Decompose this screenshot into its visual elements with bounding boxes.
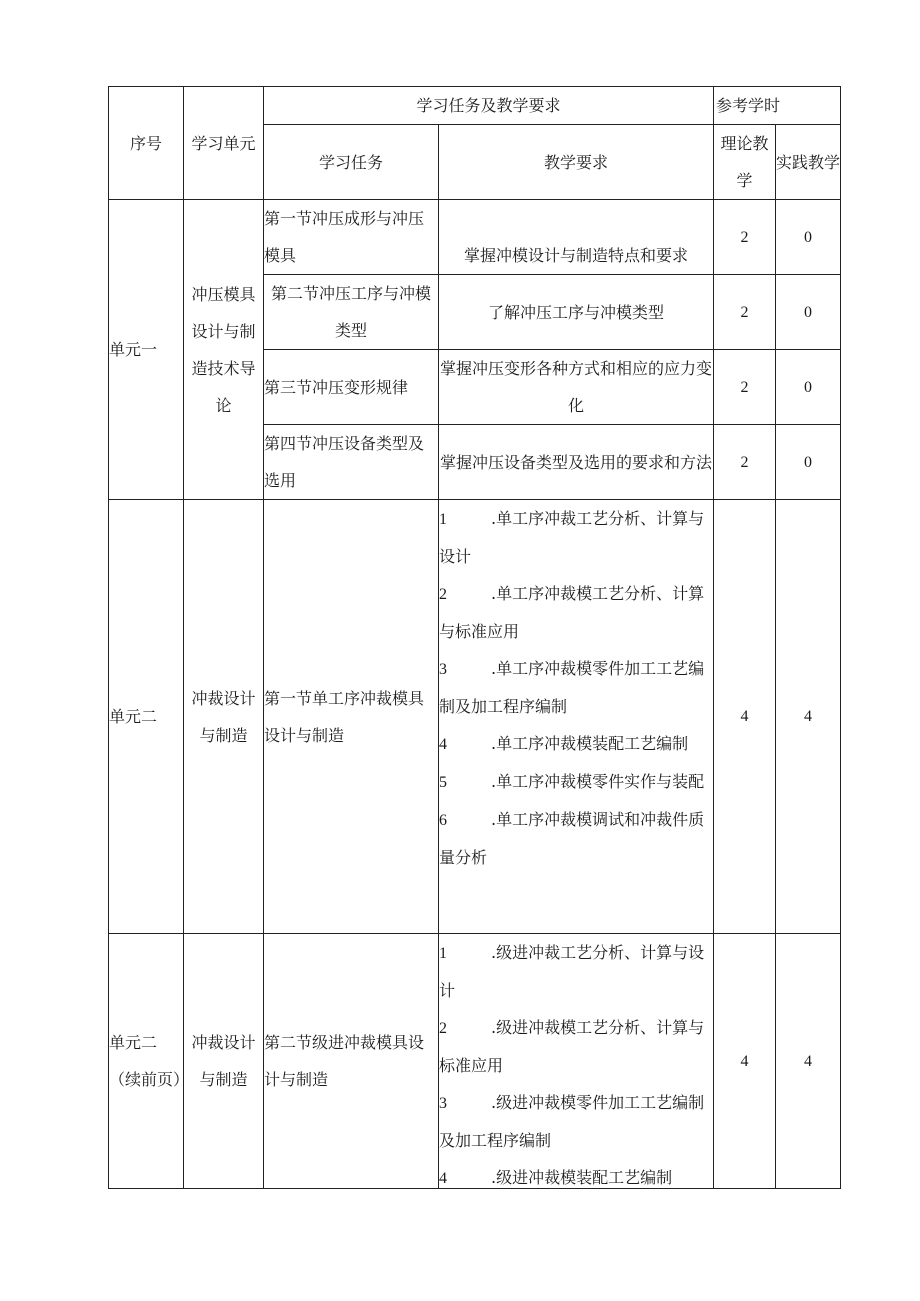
header-hours-group: 参考学时 xyxy=(714,87,841,125)
unit1-practice-2: 0 xyxy=(776,275,841,350)
table-row xyxy=(109,934,841,1189)
list-item: 6 .单工序冲裁模调试和冲裁件质量分析 xyxy=(439,810,705,867)
unit2-theory: 4 xyxy=(714,500,776,934)
list-item: 3 .单工序冲裁模零件加工工艺编制及加工程序编制 xyxy=(439,659,705,716)
unit2b-task: 第二节级进冲裁模具设计与制造 xyxy=(264,934,439,1189)
table-row xyxy=(109,500,841,934)
unit1-req-3: 掌握冲压变形各种方式和相应的应力变化 xyxy=(439,350,714,425)
header-unit: 学习单元 xyxy=(184,87,264,200)
header-seq: 序号 xyxy=(109,87,184,200)
header-theory: 理论教学 xyxy=(714,125,776,200)
unit1-task-1: 第一节冲压成形与冲压模具 xyxy=(264,200,439,275)
unit1-unit: 冲压模具设计与制造技术导论 xyxy=(184,200,264,500)
unit2b-practice: 4 xyxy=(776,934,841,1189)
list-item: 3 .级进冲裁模零件加工工艺编制及加工程序编制 xyxy=(439,1093,705,1150)
unit1-seq: 单元一 xyxy=(109,200,184,500)
unit2-seq: 单元二 xyxy=(109,500,184,934)
unit2-practice: 4 xyxy=(776,500,841,934)
unit2-req xyxy=(439,500,714,934)
unit1-practice-3: 0 xyxy=(776,350,841,425)
unit1-req-4: 掌握冲压设备类型及选用的要求和方法 xyxy=(439,425,714,500)
list-item: 4 .级进冲裁模装配工艺编制 xyxy=(439,1168,673,1187)
header-task: 学习任务 xyxy=(264,125,439,200)
unit2-task: 第一节单工序冲裁模具设计与制造 xyxy=(264,500,439,934)
unit1-theory-2: 2 xyxy=(714,275,776,350)
list-item: 5 .单工序冲裁模零件实作与装配 xyxy=(439,772,705,791)
unit2b-unit: 冲裁设计与制造 xyxy=(184,934,264,1189)
header-tasks-group: 学习任务及教学要求 xyxy=(264,87,714,125)
unit1-task-3: 第三节冲压变形规律 xyxy=(264,350,439,425)
list-item: 2 .单工序冲裁模工艺分析、计算与标准应用 xyxy=(439,584,705,641)
header-practice: 实践教学 xyxy=(776,125,841,200)
unit2b-req xyxy=(439,934,714,1189)
list-item: 1 .单工序冲裁工艺分析、计算与设计 xyxy=(439,509,705,566)
list-item: 1 .级进冲裁工艺分析、计算与设计 xyxy=(439,943,705,1000)
unit1-theory-4: 2 xyxy=(714,425,776,500)
curriculum-table xyxy=(108,86,841,1189)
unit2b-theory: 4 xyxy=(714,934,776,1189)
header-req: 教学要求 xyxy=(439,125,714,200)
list-item: 4 .单工序冲裁模装配工艺编制 xyxy=(439,734,689,753)
list-item: 2 .级进冲裁模工艺分析、计算与标准应用 xyxy=(439,1018,705,1075)
unit1-req-2: 了解冲压工序与冲模类型 xyxy=(439,275,714,350)
unit1-practice-1: 0 xyxy=(776,200,841,275)
unit2-unit: 冲裁设计与制造 xyxy=(184,500,264,934)
unit1-task-4: 第四节冲压设备类型及选用 xyxy=(264,425,439,500)
unit1-theory-1: 2 xyxy=(714,200,776,275)
unit2b-seq: 单元二 （续前页） xyxy=(109,934,184,1189)
table-row xyxy=(109,200,841,275)
unit1-practice-4: 0 xyxy=(776,425,841,500)
unit1-theory-3: 2 xyxy=(714,350,776,425)
unit1-req-1: 掌握冲模设计与制造特点和要求 xyxy=(439,200,714,275)
unit1-task-2: 第二节冲压工序与冲模类型 xyxy=(264,275,439,350)
